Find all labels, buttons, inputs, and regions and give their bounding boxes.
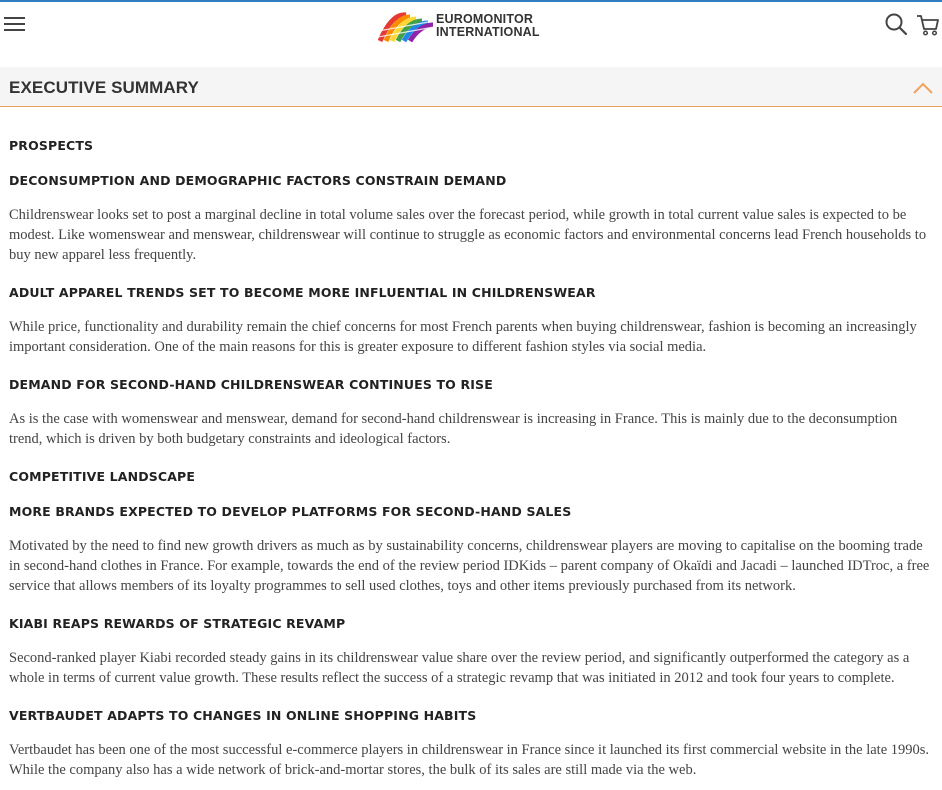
paragraph-second-hand-demand: As is the case with womenswear and menswear, demand for second-hand childrenswear is increasing in France. This is mainly due to the deconsumption trend, which is driven by both budgetary constraints and ideological factors. — [9, 411, 898, 447]
paragraph-adult-trends: While price, functionality and durability remain the chief concerns for most French parents when buying childrenswear, fashion is becoming an increasingly important consideration. One of the main reasons for this is greater exposure to different fashion styles via social media. — [9, 319, 917, 355]
chevron-up-icon[interactable] — [913, 81, 933, 93]
heading-brands-platforms: MORE BRANDS EXPECTED TO DEVELOP PLATFORMS FOR SECOND-HAND SALES — [9, 504, 572, 519]
hamburger-menu-icon[interactable] — [4, 14, 26, 34]
section-title: EXECUTIVE SUMMARY — [9, 78, 199, 97]
executive-summary-accordion-header[interactable] — [0, 67, 942, 107]
logo-line-2: INTERNATIONAL — [436, 24, 540, 39]
heading-prospects: PROSPECTS — [9, 138, 94, 153]
heading-competitive-landscape: COMPETITIVE LANDSCAPE — [9, 469, 196, 484]
site-header — [0, 2, 942, 52]
logo-wordmark — [436, 13, 540, 38]
search-icon[interactable] — [884, 12, 908, 36]
euromonitor-logo[interactable] — [378, 11, 548, 43]
summary-content — [9, 128, 933, 790]
cart-icon[interactable] — [916, 13, 940, 37]
logo-mark-icon — [378, 11, 434, 43]
heading-adult-trends: ADULT APPAREL TRENDS SET TO BECOME MORE INFLUENTIAL IN CHILDRENSWEAR — [9, 285, 596, 300]
paragraph-brands-platforms: Motivated by the need to find new growth drivers as much as by sustainability concerns, childrenswear players are moving to capitalise on the booming trade in second-hand clothes in France. For example, towards the end of the review period IDKids – parent company of Okaïdi and Jacadi – launched IDTroc, a free service that allows members of its loyalty programmes to sell used clothes, toys and other items previously purchased from its network. — [9, 538, 930, 594]
heading-kiabi: KIABI REAPS REWARDS OF STRATEGIC REVAMP — [9, 616, 346, 631]
header-spacer — [0, 52, 942, 67]
logo-line-1: EUROMONITOR — [436, 12, 534, 26]
paragraph-deconsumption: Childrenswear looks set to post a marginal decline in total volume sales over the forecast period, while growth in total current value sales is expected to be modest. Like womenswear and menswear, childrenswear will continue to struggle as economic factors and environmental concerns lead French households to buy new apparel less frequently. — [9, 207, 927, 263]
paragraph-kiabi: Second-ranked player Kiabi recorded steady gains in its childrenswear value share over the review period, and significantly outperformed the category as a whole in terms of current value growth. These results reflect the success of a strategic revamp that was initiated in 2012 and took four years to complete. — [9, 650, 910, 686]
heading-vertbaudet: VERTBAUDET ADAPTS TO CHANGES IN ONLINE SHOPPING HABITS — [9, 708, 477, 723]
paragraph-vertbaudet: Vertbaudet has been one of the most successful e-commerce players in childrenswear in France since it launched its first commercial website in the late 1990s. While the company also has a wide network of brick-and-mortar stores, the bulk of its sales are still made via the web. — [9, 742, 930, 778]
heading-second-hand-demand: DEMAND FOR SECOND-HAND CHILDRENSWEAR CONTINUES TO RISE — [9, 377, 493, 392]
heading-deconsumption: DECONSUMPTION AND DEMOGRAPHIC FACTORS CONSTRAIN DEMAND — [9, 173, 507, 188]
